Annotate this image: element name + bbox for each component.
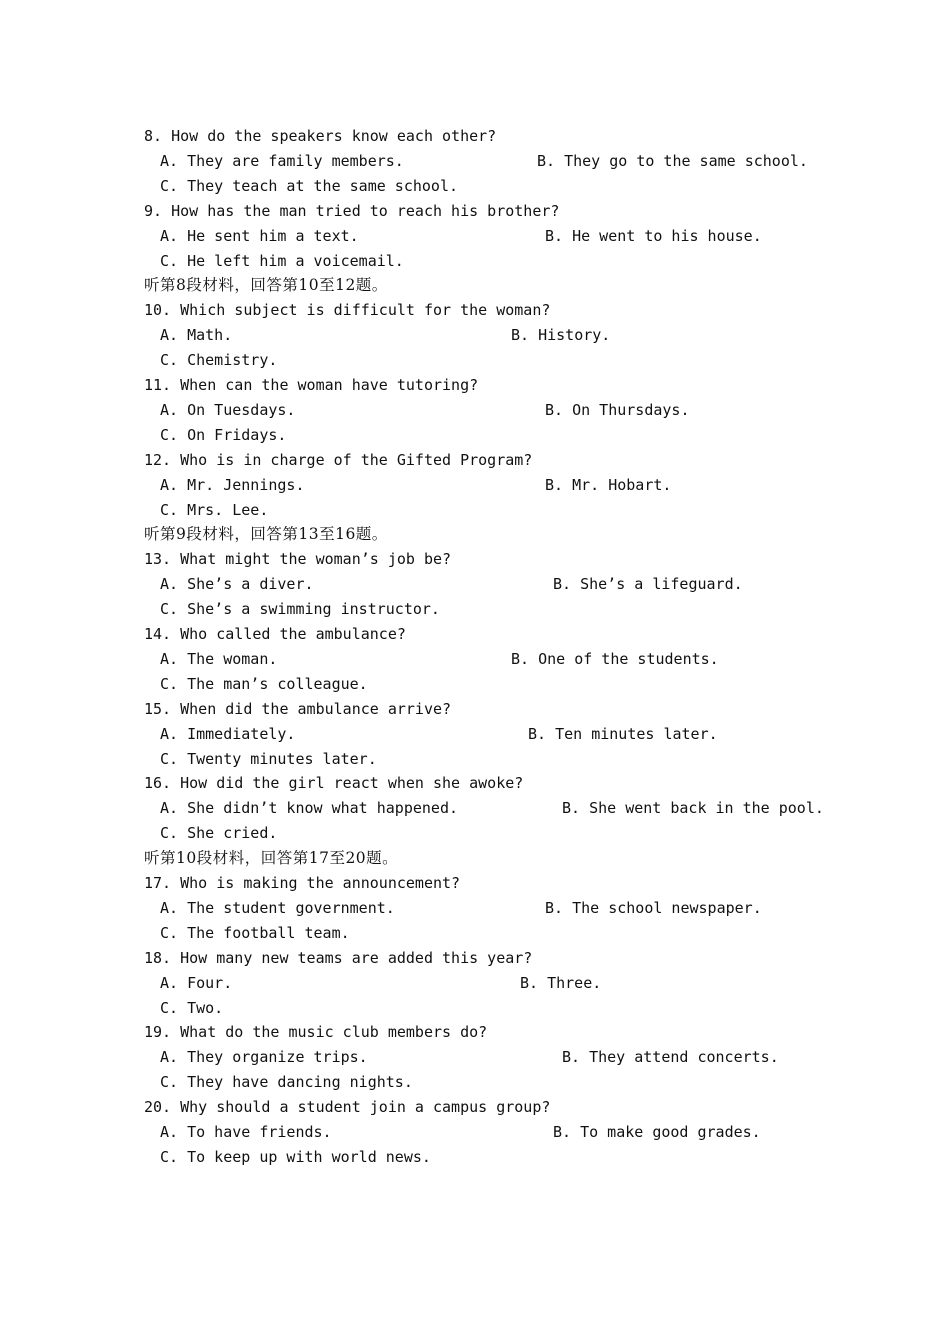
question-text: 15. When did the ambulance arrive? [144, 700, 452, 718]
option-b: B. On Thursdays. [545, 401, 690, 419]
option-c: C. She cried. [160, 824, 278, 842]
option-c: C. He left him a voicemail. [160, 252, 404, 270]
question-text: 12. Who is in charge of the Gifted Program? [144, 451, 533, 469]
option-a: A. Immediately. [160, 725, 296, 743]
option-b: B. Three. [520, 974, 602, 992]
question-text: 10. Which subject is difficult for the woman? [144, 301, 551, 319]
option-c: C. They teach at the same school. [160, 177, 459, 195]
question-text: 9. How has the man tried to reach his brother? [144, 202, 560, 220]
option-b: B. She’s a lifeguard. [553, 575, 743, 593]
question-text: 13. What might the woman’s job be? [144, 550, 452, 568]
option-a: A. To have friends. [160, 1123, 332, 1141]
option-b: B. They attend concerts. [562, 1048, 779, 1066]
question-text: 16. How did the girl react when she awoke? [144, 774, 524, 792]
option-a: A. She’s a diver. [160, 575, 314, 593]
option-b: B. He went to his house. [545, 227, 762, 245]
option-a: A. Math. [160, 326, 233, 344]
section-heading: 听第9段材料，回答第13至16题。 [144, 525, 388, 543]
option-a: A. He sent him a text. [160, 227, 359, 245]
question-text: 11. When can the woman have tutoring? [144, 376, 479, 394]
option-c: C. They have dancing nights. [160, 1073, 413, 1091]
option-c: C. Chemistry. [160, 351, 278, 369]
option-b: B. Mr. Hobart. [545, 476, 672, 494]
option-a: A. They organize trips. [160, 1048, 368, 1066]
section-heading: 听第10段材料，回答第17至20题。 [144, 849, 399, 867]
question-text: 14. Who called the ambulance? [144, 625, 406, 643]
option-b: B. To make good grades. [553, 1123, 761, 1141]
option-c: C. The football team. [160, 924, 350, 942]
option-c: C. Two. [160, 999, 224, 1017]
question-text: 18. How many new teams are added this year? [144, 949, 533, 967]
option-a: A. The student government. [160, 899, 395, 917]
option-b: B. History. [511, 326, 611, 344]
question-text: 8. How do the speakers know each other? [144, 127, 497, 145]
option-b: B. Ten minutes later. [528, 725, 718, 743]
option-a: A. They are family members. [160, 152, 404, 170]
option-a: A. The woman. [160, 650, 278, 668]
option-a: A. On Tuesdays. [160, 401, 296, 419]
option-c: C. Mrs. Lee. [160, 501, 269, 519]
option-a: A. Four. [160, 974, 233, 992]
option-c: C. The man’s colleague. [160, 675, 368, 693]
option-c: C. To keep up with world news. [160, 1148, 431, 1166]
section-heading: 听第8段材料，回答第10至12题。 [144, 276, 388, 294]
question-text: 19. What do the music club members do? [144, 1023, 488, 1041]
question-text: 17. Who is making the announcement? [144, 874, 461, 892]
option-b: B. One of the students. [511, 650, 719, 668]
option-b: B. She went back in the pool. [562, 799, 824, 817]
option-c: C. She’s a swimming instructor. [160, 600, 440, 618]
option-a: A. She didn’t know what happened. [160, 799, 459, 817]
option-b: B. The school newspaper. [545, 899, 762, 917]
option-b: B. They go to the same school. [537, 152, 808, 170]
question-text: 20. Why should a student join a campus group? [144, 1098, 551, 1116]
option-a: A. Mr. Jennings. [160, 476, 305, 494]
option-c: C. On Fridays. [160, 426, 287, 444]
option-c: C. Twenty minutes later. [160, 750, 377, 768]
